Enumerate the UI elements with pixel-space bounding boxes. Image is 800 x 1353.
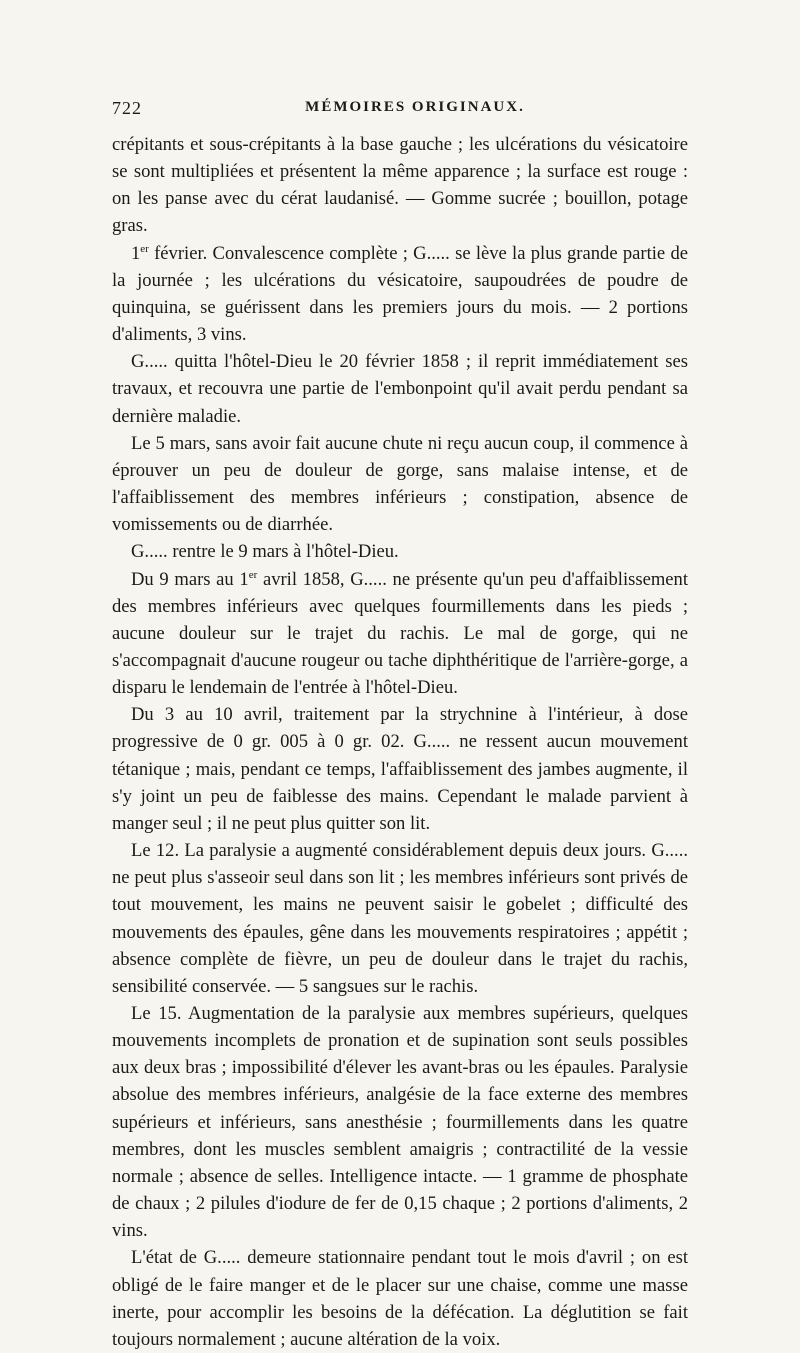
page-number: 722 xyxy=(112,98,142,118)
paragraph: G..... rentre le 9 mars à l'hôtel-Dieu. xyxy=(131,541,399,563)
page-header xyxy=(112,98,688,124)
paragraph: Le 12. La paralysie a augmenté considérablement depuis deux jours. G..... ne peut plus s'asseoir seul dans son lit ; les membres inférieurs sont privés de tout mouvement, les mains ne peuvent saisir le gobelet ; difficulté des mouvements des épaules, gêne dans les mouvements respiratoires ; appétit ; absence complète de fièvre, un peu de douleur dans le trajet du rachis, sensibilité conservée. — 5 sangsues sur le rachis. xyxy=(112,840,688,997)
paragraph: crépitants et sous-crépitants à la base gauche ; les ulcérations du vésicatoire se sont multipliées et présentent la même apparence ; la surface est rouge : on les panse avec du cérat laudanisé. — Gomme sucrée ; bouillon, potage gras. xyxy=(112,134,688,237)
paragraph: Du 9 mars au 1er avril 1858, G..... ne présente qu'un peu d'affaiblissement des membres inférieurs avec quelques fourmillements dans les pieds ; aucune douleur sur le trajet du rachis. Le mal de gorge, qui ne s'accompagnait d'aucune rougeur ou tache diphthéritique de l'arrière-gorge, a disparu le lendemain de l'entrée à l'hôtel-Dieu. xyxy=(112,568,689,699)
body-text xyxy=(112,131,688,1353)
paragraph: 1er février. Convalescence complète ; G..... se lève la plus grande partie de la journée ; les ulcérations du vésicatoire, saupoudrées de poudre de quinquina, se guérissent dans les premiers jours du mois. — 2 portions d'aliments, 3 vins. xyxy=(112,242,688,346)
paragraph: Le 5 mars, sans avoir fait aucune chute ni reçu aucun coup, il commence à éprouver un peu de douleur de gorge, sans malaise intense, et de l'affaiblissement des membres inférieurs ; constipation, absence de vomissements ou de diarrhée. xyxy=(112,432,688,536)
running-title: MÉMOIRES ORIGINAUX. xyxy=(305,99,525,115)
paragraph: L'état de G..... demeure stationnaire pendant tout le mois d'avril ; on est obligé de le faire manger et de le placer sur une chaise, comme une masse inerte, pour accomplir les besoins de la défécation. La déglutition se fait toujours normalement ; aucune altération de la voix. xyxy=(112,1247,688,1350)
paragraph: Du 3 au 10 avril, traitement par la strychnine à l'intérieur, à dose progressive de 0 gr. 005 à 0 gr. 02. G..... ne ressent aucun mouvement tétanique ; mais, pendant ce temps, l'affaiblissement des jambes augmente, il s'y joint un peu de faiblesse des mains. Cependant le malade parvient à manger seul ; il ne peut plus quitter son lit. xyxy=(112,704,688,834)
paragraph: G..... quitta l'hôtel-Dieu le 20 février 1858 ; il reprit immédiatement ses travaux, et recouvra une partie de l'embonpoint qu'il avait perdu pendant sa dernière maladie. xyxy=(112,351,688,427)
paragraph: Le 15. Augmentation de la paralysie aux membres supérieurs, quelques mouvements incomplets de pronation et de supination sont seuls possibles aux deux bras ; impossibilité d'élever les avant-bras ou les épaules. Paralysie absolue des membres inférieurs, analgésie de la face externe des membres supérieurs et inférieurs, sans anesthésie ; fourmillements dans les quatre membres, dont les muscles semblent amaigris ; contractilité de la vessie normale ; absence de selles. Intelligence intacte. — 1 gramme de phosphate de chaux ; 2 pilules d'iodure de fer de 0,15 chaque ; 2 portions d'aliments, 2 vins. xyxy=(112,1003,688,1242)
